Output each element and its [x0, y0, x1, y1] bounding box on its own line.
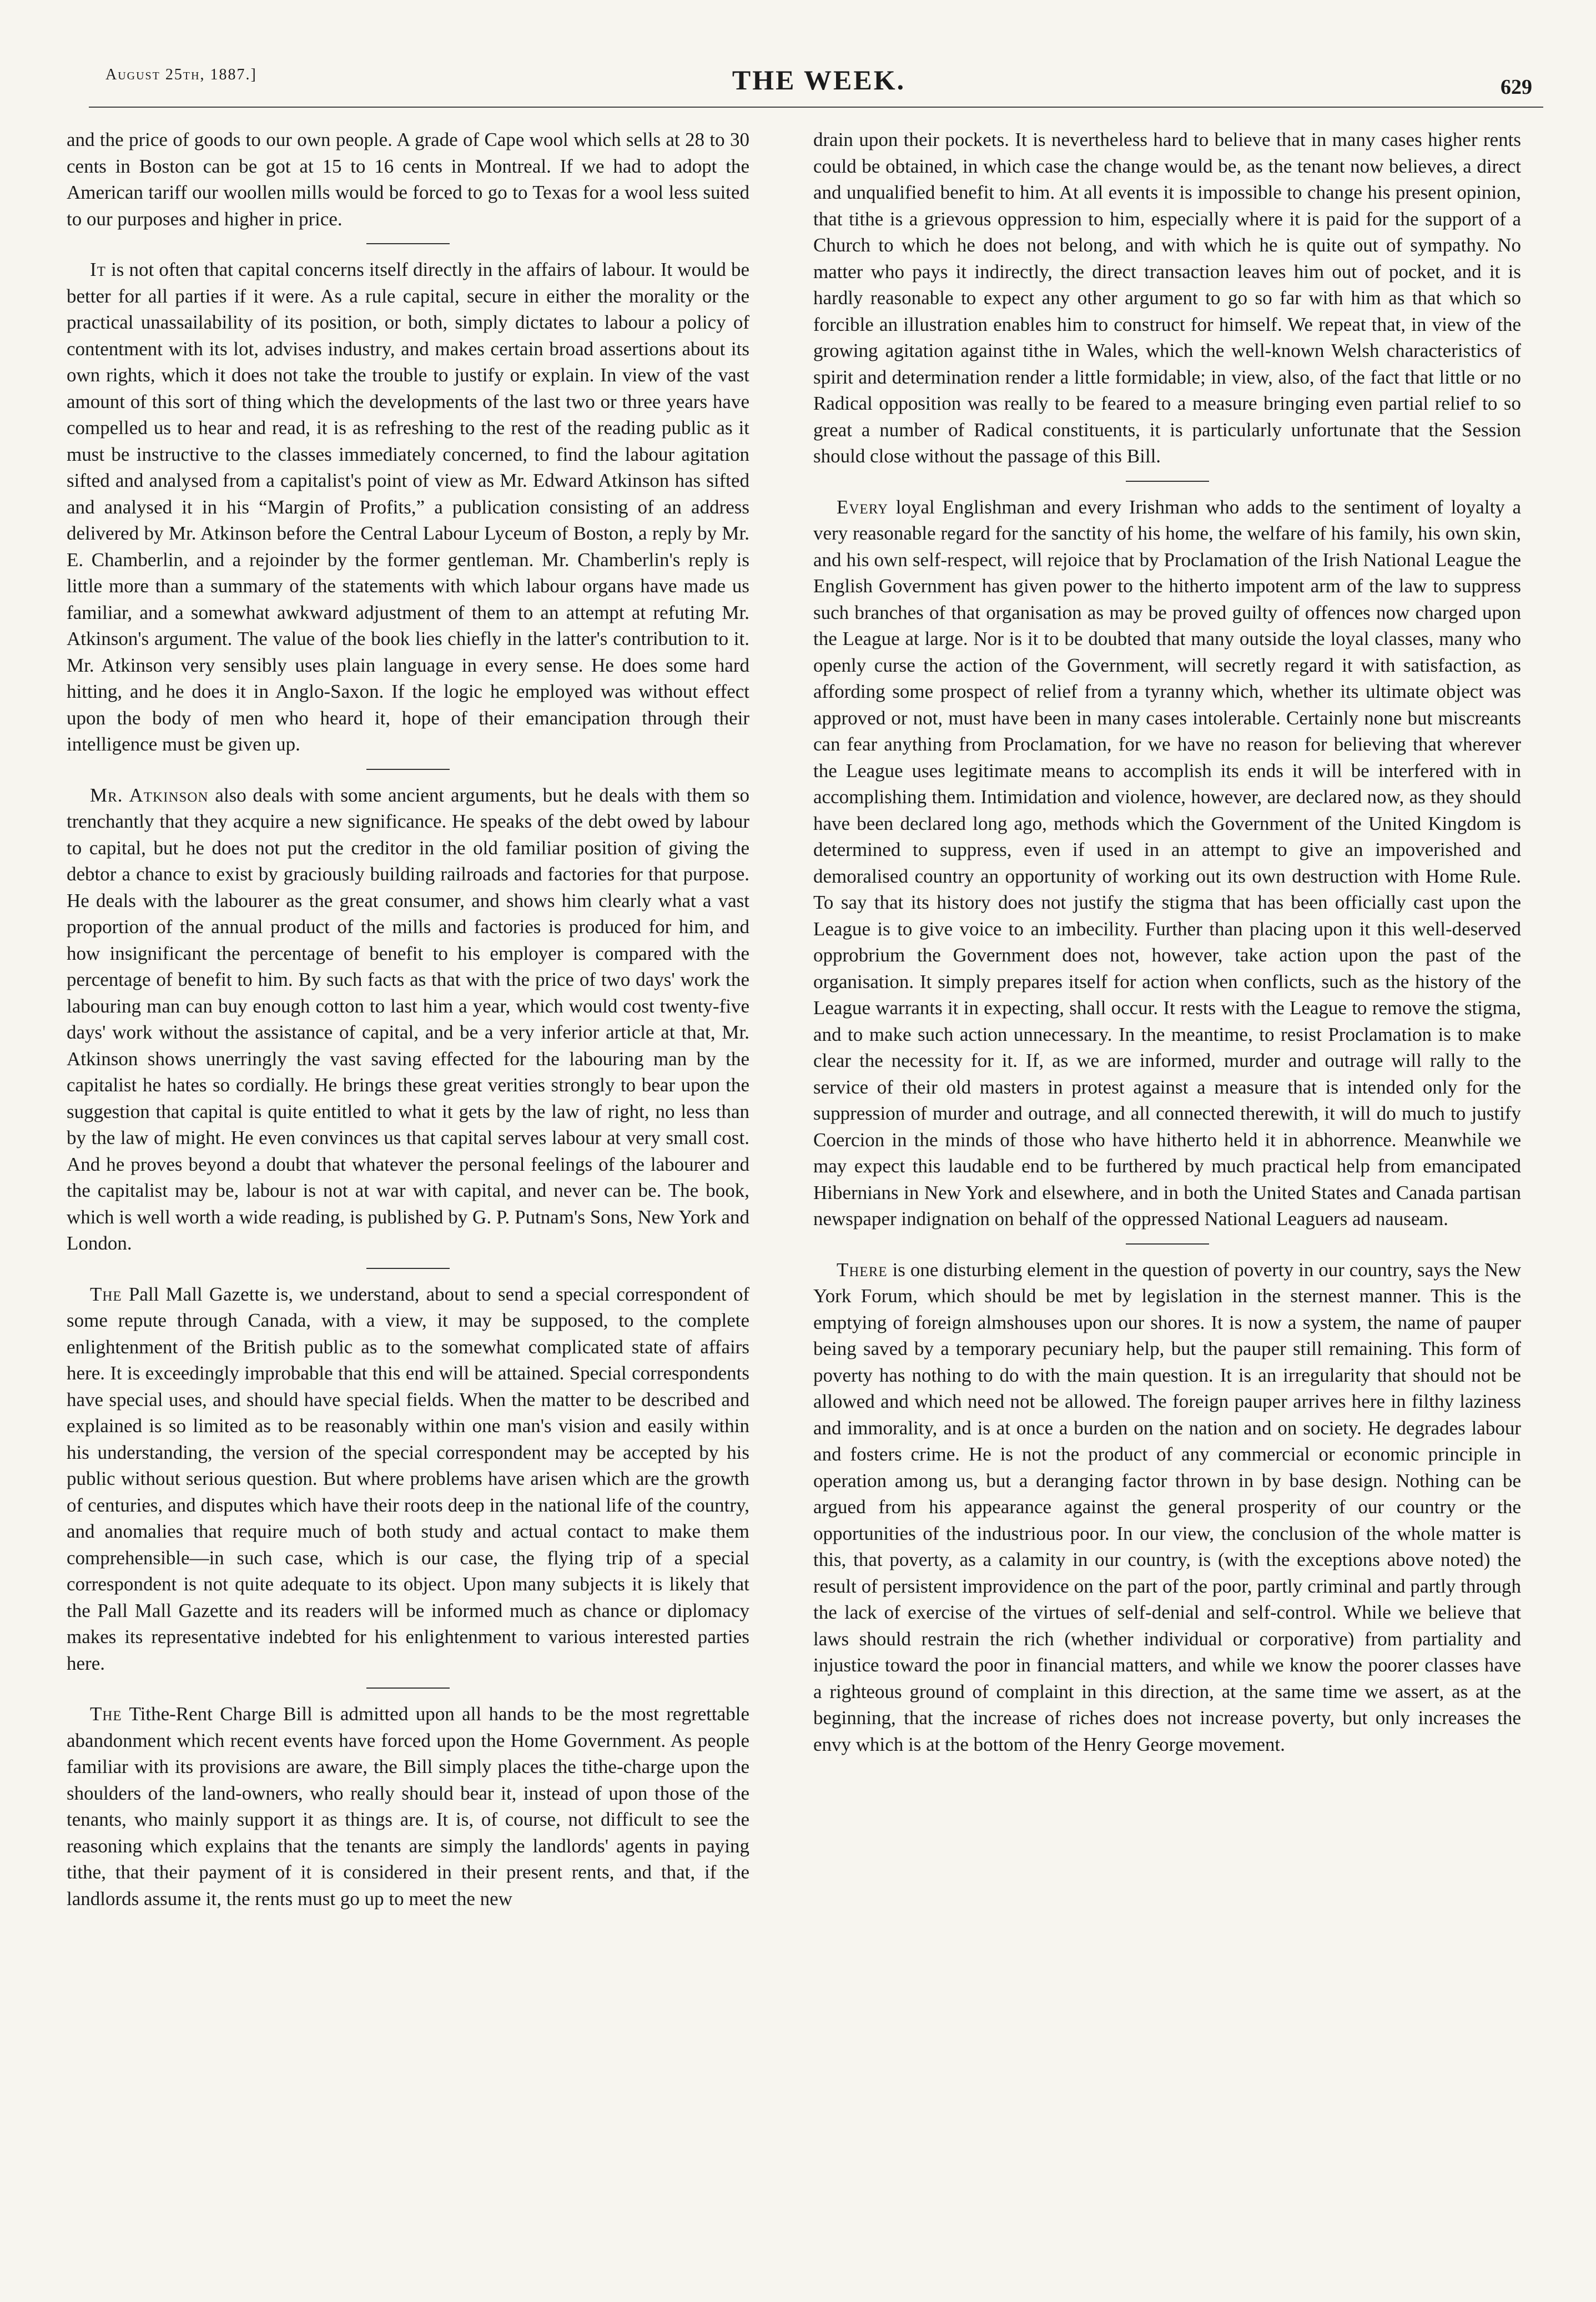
article-paragraph: The Tithe-Rent Charge Bill is admitted upon all hands to be the most regrettable abandonment which recent events have forced upon the Home Government. As people familiar with its provisions are aware, the Bill simply places the tithe-charge upon the shoulders of the land-owners, who really should bear it, instead of upon those of the tenants, who mainly support it as things are. It is, of course, not difficult to see the reasoning which explains that the tenants are simply the landlords' agents in paying tithe, that their payment of it is considered in their present rents, and that, if the landlords assume it, the rents must go up to meet the new	[67, 1703, 749, 1910]
article-paragraph: and the price of goods to our own people. A grade of Cape wool which sells at 28 to 30 cents in Boston can be got at 15 to 16 cents in Montreal. If we had to adopt the American tariff our woollen mills would be forced to go to Texas for a wool less suited to our purposes and higher in price.	[67, 129, 749, 230]
article-paragraph: drain upon their pockets. It is nevertheless hard to believe that in many cases higher rents could be obtained, in which case the change would be, as the tenant now believes, a direct and unqualified benefit to him. At all events it is impossible to change his present opinion, that tithe is a grievous oppression to him, especially where it is paid for the support of a Church to which he does not belong, and with which he is quite out of sympathy. No matter who pays it indirectly, the direct transaction leaves him out of pocket, and it is hardly reasonable to expect any other argument to go so far with him as that which so forcible an illustration enables him to construct for himself. We repeat that, in view of the growing agitation against tithe in Wales, which the well-known Welsh characteristics of spirit and determination render a little formidable; in view, also, of the fact that little or no Radical opposition was really to be feared to a measure bringing even partial relief to so great a number of Radical constituents, it is particularly unfortunate that the Session should close without the passage of this Bill.	[813, 129, 1521, 467]
lead-word: Mr. Atkinson	[90, 784, 209, 806]
section-divider	[1126, 1243, 1209, 1245]
section-divider	[366, 769, 450, 770]
lead-word: It	[90, 259, 106, 280]
lead-word: There	[837, 1258, 888, 1281]
section-divider	[366, 1268, 450, 1269]
publication-title: THE WEEK.	[732, 64, 906, 95]
article-paragraph: There is one disturbing element in the question of poverty in our country, says the New York Forum, which should be met by legislation in the sternest manner. This is the emptying of foreign almshouses upon our shores. It is now a system, the name of pauper being saved by a temporary pecuniary help, but the pauper still remaining. This form of poverty has nothing to do with the main question. It is an irregularity that should not be allowed and which need not be allowed. The foreign pauper arrives here in filthy laziness and immorality, and is at once a burden on the nation and on society. He degrades labour and fosters crime. He is not the product of any commercial or economic principle in operation among us, but a deranging factor thrown in by base design. Nothing can be argued from his appearance against the general prosperity of our country or the opportunities of the industrious poor. In our view, the conclusion of the whole matter is this, that poverty, as a calamity in our country, is (with the exceptions above noted) the result of persistent improvidence on the part of the poor, partly criminal and partly through the lack of exercise of the virtues of self-denial and self-control. While we believe that laws should restrain the rich (whether individual or corporative) from partiality and injustice toward the poor in financial matters, and while we know the poorer classes have a righteous ground of complaint in this direction, at the same time we assert, as at the beginning, that the increase of riches does not increase poverty, but only increases the envy which is at the bottom of the Henry George movement.	[813, 1258, 1521, 1755]
lead-word: The	[90, 1703, 122, 1725]
section-divider	[366, 243, 450, 244]
article-paragraph: Mr. Atkinson also deals with some ancient arguments, but he deals with them so trenchantly that they acquire a new significance. He speaks of the debt owed by labour to capital, but he does not put the creditor in the old familiar position of giving the debtor a chance to exist by graciously building railroads and factories for that purpose. He deals with the labourer as the great consumer, and shows him clearly what a vast proportion of the annual product of the mills and factories is produced for him, and how insignificant the percentage of benefit to his employer is compared with the percentage of benefit to him. By such facts as that with the price of two days' work the labouring man can buy enough cotton to last him a year, which would cost twenty-five days' work without the assistance of capital, and be a very inferior article at that, Mr. Atkinson shows unerringly the vast saving effected for the labouring man by the capitalist he hates so cordially. He brings these great verities strongly to bear upon the suggestion that capital is quite entitled to what it gets by the law of right, no less than by the law of might. He even convinces us that capital serves labour at very small cost. And he proves beyond a doubt that whatever the personal feelings of the labourer and the capitalist may be, labour is not at war with capital, and never can be. The book, which is well worth a wide reading, is published by G. P. Putnam's Sons, New York and London.	[67, 784, 749, 1254]
section-divider	[1126, 481, 1209, 482]
article-paragraph: The Pall Mall Gazette is, we understand, about to send a special correspondent of some repute through Canada, with a view, it may be supposed, to the complete enlightenment of the British public as to the somewhat complicated state of affairs here. It is exceedingly improbable that this end will be attained. Special correspondents have special uses, and should have special fields. When the matter to be described and explained is so limited as to be reasonably within one man's vision and easily within his understanding, the version of the special correspondent may be accepted by his public without serious question. But where problems have arisen which are the growth of centuries, and disputes which have their roots deep in the national life of the country, and anomalies that require much of both study and actual contact to make them comprehensible—in such case, which is our case, the flying trip of a special correspondent is not quite adequate to its object. Upon many subjects it is likely that the Pall Mall Gazette and its readers will be informed much as chance or diplomacy makes its representative indebted for his enlightenment to various interested parties here.	[67, 1283, 749, 1674]
lead-word: The	[90, 1283, 122, 1305]
section-divider	[366, 1688, 450, 1689]
article-paragraph: Every loyal Englishman and every Irishman who adds to the sentiment of loyalty a very reasonable regard for the sanctity of his home, the welfare of his family, his own skin, and his own self-respect, will rejoice that by Proclamation of the Irish National League the English Government has given power to the hitherto impotent arm of the law to suppress such branches of that organisation as may be proved guilty of offences now charged upon the League at large. Nor is it to be doubted that many outside the loyal classes, many who openly curse the action of the Government, will secretly regard it with satisfaction, as affording some prospect of relief from a tyranny which, whether its ultimate object was approved or not, must have been in many cases intolerable. Certainly none but miscreants can fear anything from Proclamation, for we have no reason for believing that wherever the League uses legitimate means to accomplish its ends it will be interfered with in accomplishing them. Intimidation and violence, however, are declared now, as they should have been declared long ago, methods which the Government of the United Kingdom is determined to suppress, even if used in an attempt to give an impoverished and demoralised country an opportunity of working out its own destruction with Home Rule. To say that its history does not justify the stigma that has been officially cast upon the League is to give voice to an imbecility. Further than placing upon it this well-deserved opprobrium the Government does not, however, take action upon the past of the organisation. It simply prepares itself for action when conflicts, such as the history of the League warrants it in expecting, shall occur. It rests with the League to remove the stigma, and to make such action unnecessary. In the meantime, to resist Proclamation is to make clear the necessity for it. If, as we are informed, murder and outrage will rally to the service of their old masters in protest against a measure that is intended only for the suppression of murder and outrage, and all connected therewith, it will do much to justify Coercion in the minds of those who have hitherto held it in abhorrence. Meanwhile we may expect this laudable end to be furthered by much practical help from emancipated Hibernians in New York and elsewhere, and in both the United States and Canada partisan newspaper indignation on behalf of the oppressed National Leaguers ad nauseam.	[813, 496, 1521, 1230]
issue-date: August 25th, 1887.]	[105, 66, 257, 83]
left-column	[67, 127, 749, 1912]
right-column	[813, 127, 1521, 1757]
page-header	[105, 58, 1532, 114]
lead-word: Every	[837, 496, 889, 518]
article-paragraph: It is not often that capital concerns itself directly in the affairs of labour. It would be better for all parties if it were. As a rule capital, secure in either the morality or the practical unassailability of its position, or both, simply dictates to labour a policy of contentment with its lot, advises industry, and makes certain broad assertions about its own rights, which it does not take the trouble to justify or explain. In view of the vast amount of this sort of thing which the developments of the last two or three years have compelled us to hear and read, it is as refreshing to the rest of the reading public as it must be instructive to the classes immediately concerned, to find the labour agitation sifted and analysed from a capitalist's point of view as Mr. Edward Atkinson has sifted and analysed it in his “Margin of Profits,” a publication consisting of an address delivered by Mr. Atkinson before the Central Labour Lyceum of Boston, a reply by Mr. E. Chamberlin, and a rejoinder by the former gentleman. Mr. Chamberlin's reply is little more than a summary of the statements with which labour organs have made us familiar, and a somewhat awkward adjustment of them to an attempt at refuting Mr. Atkinson's argument. The value of the book lies chiefly in the latter's contribution to it. Mr. Atkinson very sensibly uses plain language in every sense. He does some hard hitting, and he does it in Anglo-Saxon. If the logic he employed was without effect upon the body of men who heard it, hope of their emancipation through their intelligence must be given up.	[67, 259, 749, 755]
page-number: 629	[1501, 75, 1532, 99]
header-rule	[89, 107, 1543, 108]
